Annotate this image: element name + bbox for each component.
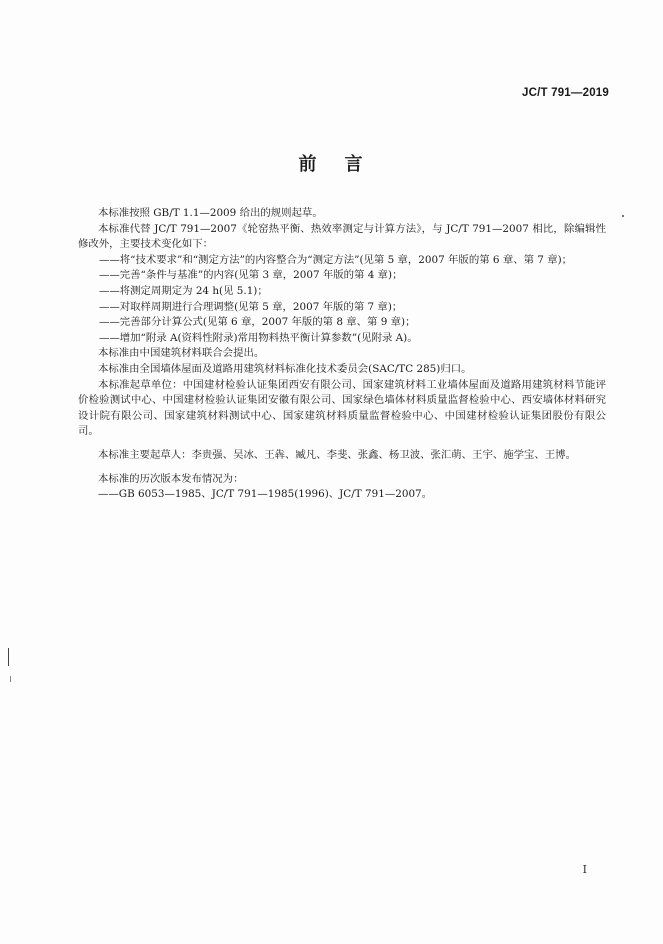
change-item: ——完善部分计算公式(见第 6 章，2007 年版的第 8 章、第 9 章)； [99,316,416,329]
paragraph-drafters: 本标准主要起草人：李贵强、吴冰、王犇、臧凡、李斐、张鑫、杨卫波、张汇萌、王宇、施学宝、王博。 [98,448,576,461]
paragraph-history-intro: 本标准的历次版本发布情况为： [98,472,244,485]
scan-mark [622,215,624,217]
title-char-1: 前 [298,154,319,175]
scan-mark [10,676,11,682]
change-item: ——将“技术要求”和“测定方法”的内容整合为“测定方法”(见第 5 章，2007 年版的第 6 章、第 7 章)； [99,253,573,266]
paragraph-replacement: 本标准代替 JC/T 791—2007《轮窑热平衡、热效率测定与计算方法》，与 JC/T 791—2007 相比，除编辑性修改外，主要技术变化如下： [78,222,606,251]
paragraph-committee: 本标准由全国墙体屋面及道路用建筑材料标准化技术委员会(SAC/TC 285)归口。 [98,362,472,375]
scan-mark [8,648,9,666]
change-item: ——完善“条件与基准”的内容(见第 3 章，2007 年版的第 4 章)； [99,269,403,282]
foreword-body [78,206,606,503]
paragraph-drafting-units: 本标准起草单位：中国建材检验认证集团西安有限公司、国家建筑材料工业墙体屋面及道路用建筑材料节能评价检验测试中心、中国建材检验认证集团安徽有限公司、国家绿色墙体材料质量监督检验中心、西安墙体材料研究设计院有限公司、国家建筑材料测试中心、国家建筑材料质量监督检验中心、中国建材检验认证集团股份有限公司。 [78,378,606,438]
title-char-2: 言 [344,154,365,175]
standard-code: JC/T 791—2019 [522,87,609,99]
paragraph-proposer: 本标准由中国建筑材料联合会提出。 [98,347,265,360]
change-item: ——增加“附录 A(资料性附录)常用物料热平衡计算参数”(见附录 A)。 [99,331,418,344]
change-item: ——将测定周期定为 24 h(见 5.1)； [99,284,268,297]
page-title [0,150,663,176]
paragraph-drafting-rules: 本标准按照 GB/T 1.1—2009 给出的规则起草。 [98,207,323,219]
paragraph-history-versions: ——GB 6053—1985、JC/T 791—1985(1996)、JC/T 791—2007。 [98,488,433,501]
page-number: I [582,863,587,876]
change-item: ——对取样周期进行合理调整(见第 5 章，2007 年版的第 7 章)； [99,300,403,313]
